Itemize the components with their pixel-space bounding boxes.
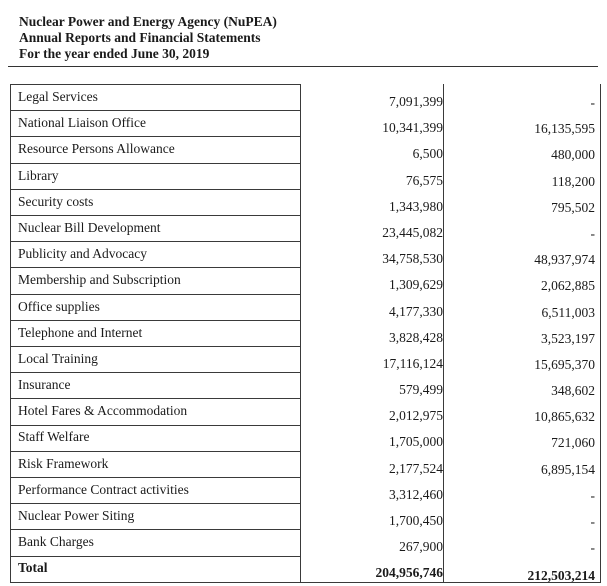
table-row [10,424,601,450]
current-year-value: 1,309,629 [389,277,443,293]
expense-label: Bank Charges [18,534,94,550]
prior-year-value: 16,135,595 [534,121,595,137]
current-year-value: 1,705,000 [389,434,443,450]
prior-year-value: 3,523,197 [541,330,595,346]
table-row-rule [10,163,301,164]
report-title: Annual Reports and Financial Statements [19,30,261,45]
current-year-value: 3,828,428 [389,329,443,345]
total-current-year: 204,956,746 [375,565,443,581]
table-row-rule [10,136,301,137]
current-year-value: 1,700,450 [389,513,443,528]
table-column-rule [300,84,301,582]
expense-label: Resource Persons Allowance [18,141,175,157]
expense-label: Risk Framework [18,455,109,471]
expense-label: Office supplies [18,298,100,314]
table-row-rule [10,425,301,426]
current-year-value: 17,116,124 [382,355,443,371]
table-row [10,529,601,555]
total-label: Total [18,560,48,576]
table-row [10,215,601,241]
expense-label: Legal Services [18,89,98,104]
table-row-rule [10,346,301,347]
table-column-rule [443,84,444,582]
current-year-value: 1,343,980 [389,198,443,214]
table-row-rule [10,84,301,85]
table-row-rule [10,267,301,268]
current-year-value: 2,177,524 [389,460,443,476]
prior-year-value: - [590,540,595,556]
expense-label: Performance Contract activities [18,481,189,497]
prior-year-value: - [590,225,595,241]
prior-year-value: 2,062,885 [541,278,595,294]
header-divider [8,66,598,67]
expense-label: National Liaison Office [18,115,146,131]
table-row-rule [10,215,301,216]
table-row [10,346,601,372]
expense-label: Hotel Fares & Accommodation [18,403,188,419]
current-year-value: 579,499 [399,382,443,398]
expense-label: Library [18,167,59,183]
current-year-value: 4,177,330 [389,303,443,319]
current-year-value: 34,758,530 [382,251,443,267]
table-row-rule [10,451,301,452]
prior-year-value: 480,000 [551,147,595,163]
prior-year-value: 15,695,370 [534,356,595,372]
prior-year-value: 6,511,003 [541,304,595,320]
current-year-value: 3,312,460 [389,486,443,502]
expenses-table [10,84,601,582]
expense-label: Insurance [18,377,71,393]
table-row [10,241,601,267]
prior-year-value: 118,200 [551,173,595,189]
table-row [10,136,601,162]
prior-year-value: 795,502 [551,199,595,215]
current-year-value: 23,445,082 [382,224,443,240]
table-row-rule [10,556,301,557]
report-header [19,14,277,62]
table-row-rule [10,241,301,242]
prior-year-value: 348,602 [551,383,595,399]
prior-year-value: 6,895,154 [541,461,595,477]
prior-year-value: - [590,514,595,529]
table-row [10,372,601,398]
table-row-rule [10,294,301,295]
table-row-rule [10,503,301,504]
expense-label: Local Training [18,350,98,366]
agency-name: Nuclear Power and Energy Agency (NuPEA) [19,14,277,29]
prior-year-value: 721,060 [551,435,595,451]
expense-label: Telephone and Internet [18,324,143,340]
table-row [10,189,601,215]
table-row [10,503,601,529]
prior-year-value: - [590,95,595,110]
table-row-rule [10,189,301,190]
prior-year-value: - [590,487,595,503]
table-bottom-rule [10,582,601,583]
table-row [10,398,601,424]
table-row [10,84,601,110]
expense-label: Staff Welfare [18,429,90,445]
table-row [10,294,601,320]
expense-label: Nuclear Bill Development [18,219,161,235]
current-year-value: 267,900 [399,539,443,555]
table-row-rule [10,110,301,111]
prior-year-value: 10,865,632 [534,409,595,425]
expense-label: Nuclear Power Siting [18,508,135,523]
table-column-rule [10,84,11,582]
table-row [10,451,601,477]
table-row [10,110,601,136]
current-year-value: 7,091,399 [389,94,443,109]
table-row-total [10,555,601,584]
table-row [10,267,601,293]
current-year-value: 10,341,399 [382,120,443,136]
current-year-value: 2,012,975 [389,408,443,424]
expense-label: Membership and Subscription [18,272,181,288]
table-row-rule [10,372,301,373]
current-year-value: 76,575 [405,172,443,188]
table-row-rule [10,529,301,530]
table-row-rule [10,398,301,399]
table-row [10,163,601,189]
report-period: For the year ended June 30, 2019 [19,46,210,61]
prior-year-value: 48,937,974 [534,252,595,268]
table-column-rule [600,84,601,582]
expense-label: Publicity and Advocacy [18,246,147,262]
total-prior-year: 212,503,214 [527,568,595,584]
table-row [10,477,601,503]
table-row [10,320,601,346]
table-row-rule [10,320,301,321]
table-row-rule [10,477,301,478]
expense-label: Security costs [18,193,94,209]
current-year-value: 6,500 [412,146,443,162]
